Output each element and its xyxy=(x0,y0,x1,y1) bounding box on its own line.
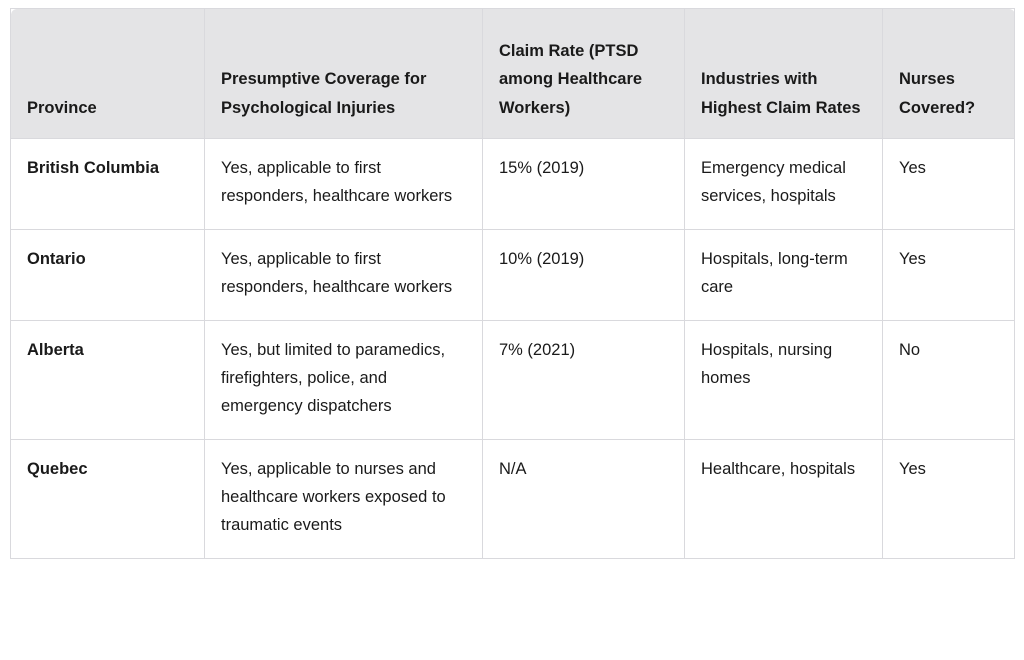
cell-province: Quebec xyxy=(11,439,205,558)
cell-coverage: Yes, applicable to first responders, healthcare workers xyxy=(205,229,483,320)
table-row xyxy=(11,320,1015,439)
cell-nurses-covered: Yes xyxy=(883,229,1015,320)
provincial-coverage-table xyxy=(10,8,1015,559)
column-header-nurses-covered: Nurses Covered? xyxy=(883,9,1015,139)
column-header-province: Province xyxy=(11,9,205,139)
table-header xyxy=(11,9,1015,139)
cell-claim-rate: N/A xyxy=(483,439,685,558)
cell-industries: Healthcare, hospitals xyxy=(685,439,883,558)
column-header-claim-rate: Claim Rate (PTSD among Healthcare Workers) xyxy=(483,9,685,139)
cell-claim-rate: 10% (2019) xyxy=(483,229,685,320)
table-row xyxy=(11,139,1015,230)
cell-province: Ontario xyxy=(11,229,205,320)
cell-claim-rate: 15% (2019) xyxy=(483,139,685,230)
cell-nurses-covered: Yes xyxy=(883,439,1015,558)
column-header-presumptive-coverage: Presumptive Coverage for Psychological Injuries xyxy=(205,9,483,139)
cell-nurses-covered: No xyxy=(883,320,1015,439)
table-row xyxy=(11,439,1015,558)
cell-province: British Columbia xyxy=(11,139,205,230)
table-row xyxy=(11,229,1015,320)
cell-industries: Hospitals, nursing homes xyxy=(685,320,883,439)
cell-province: Alberta xyxy=(11,320,205,439)
cell-industries: Hospitals, long-term care xyxy=(685,229,883,320)
cell-industries: Emergency medical services, hospitals xyxy=(685,139,883,230)
cell-coverage: Yes, applicable to nurses and healthcare workers exposed to traumatic events xyxy=(205,439,483,558)
table-header-row xyxy=(11,9,1015,139)
table-body xyxy=(11,139,1015,559)
column-header-industries: Industries with Highest Claim Rates xyxy=(685,9,883,139)
cell-claim-rate: 7% (2021) xyxy=(483,320,685,439)
cell-coverage: Yes, but limited to paramedics, firefighters, police, and emergency dispatchers xyxy=(205,320,483,439)
cell-nurses-covered: Yes xyxy=(883,139,1015,230)
cell-coverage: Yes, applicable to first responders, healthcare workers xyxy=(205,139,483,230)
